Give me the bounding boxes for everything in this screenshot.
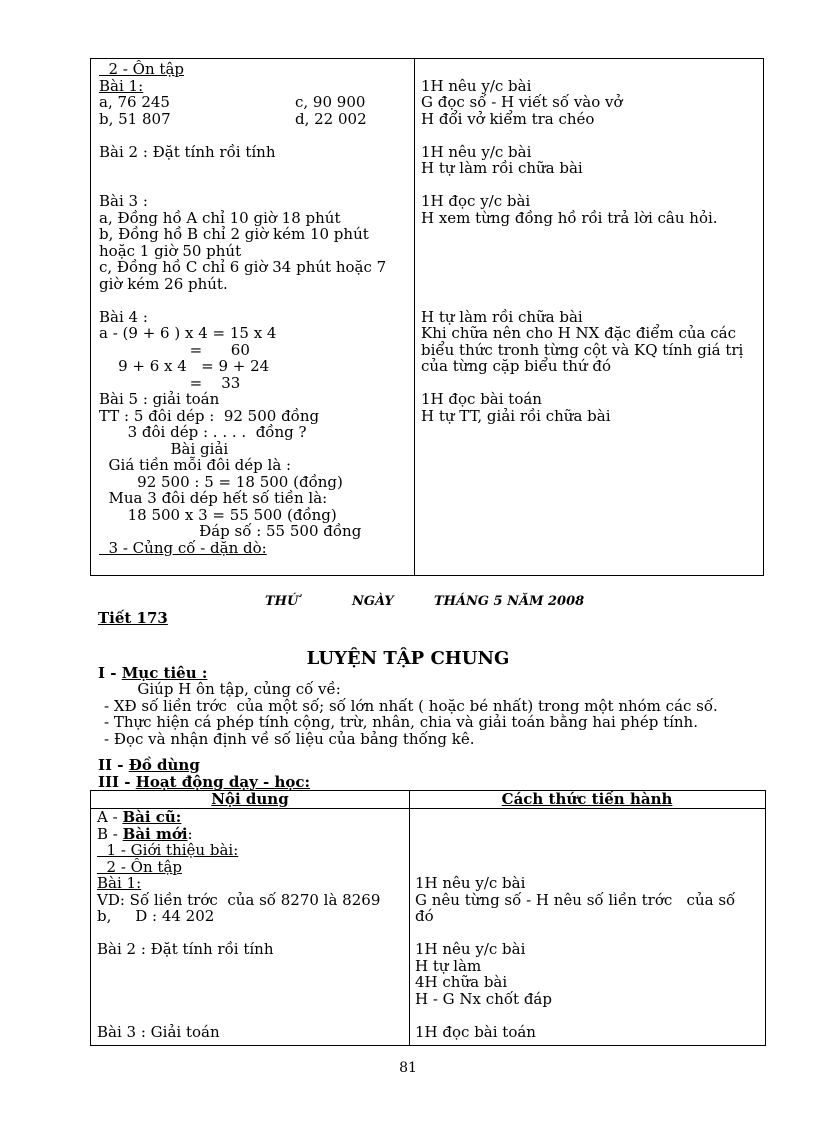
content-line xyxy=(99,292,408,309)
line-prefix: B - xyxy=(97,824,123,843)
content-line xyxy=(97,875,407,892)
line-text: 9 + 6 x 4 = 9 + 24 xyxy=(99,357,270,375)
content-line xyxy=(99,540,408,557)
content-line xyxy=(99,210,408,227)
line-text: Đáp số : 55 500 đồng xyxy=(99,522,362,540)
header-content: Nội dung xyxy=(211,790,289,808)
content-line xyxy=(97,842,407,859)
line-text: Bài 5 : giải toán xyxy=(99,390,220,408)
content-line xyxy=(97,991,407,1008)
content-line xyxy=(99,424,408,441)
line-text: VD: Số liền trớc của số 8270 là 8269 xyxy=(97,890,381,909)
line-text: Bài 2 : Đặt tính rồi tính xyxy=(97,940,274,958)
method-column xyxy=(415,59,763,575)
method-line: H tự làm rồi chữa bài xyxy=(421,307,583,326)
method-line xyxy=(421,375,757,392)
content-line xyxy=(99,342,408,359)
section-materials xyxy=(98,756,200,774)
header-day: NGÀY xyxy=(352,594,394,609)
content-line xyxy=(99,193,408,210)
method-line xyxy=(415,826,759,843)
method-line xyxy=(421,292,757,309)
method-line: G nêu từng số - H nêu số liền trớc của số xyxy=(415,890,736,909)
method-line: H tự TT, giải rồi chữa bài xyxy=(421,406,611,425)
content-line xyxy=(97,1024,407,1041)
content-line xyxy=(97,908,407,925)
line-text: 18 500 x 3 = 55 500 (đồng) xyxy=(99,505,337,524)
lesson-title: LUYỆN TẬP CHUNG xyxy=(306,648,510,669)
method-line xyxy=(421,127,757,144)
content-line xyxy=(99,243,408,260)
content-line xyxy=(99,78,408,95)
method-line xyxy=(421,243,757,260)
method-line xyxy=(415,842,759,859)
method-line: G đọc số - H viết số vào vở xyxy=(421,93,623,111)
line-text: Mua 3 đôi dép hết số tiền là: xyxy=(99,489,328,507)
method-line: H đổi vở kiểm tra chéo xyxy=(421,109,595,128)
method-line: của từng cặp biểu thứ đó xyxy=(421,357,612,375)
method-column xyxy=(415,809,759,1040)
content-line xyxy=(99,111,408,128)
line-text: = 60 xyxy=(99,340,250,359)
content-line xyxy=(99,474,408,491)
method-line: 1H nêu y/c bài xyxy=(421,142,532,161)
method-line xyxy=(415,859,759,876)
activities-table xyxy=(90,790,766,1046)
line-text: hoặc 1 giờ 50 phút xyxy=(99,241,242,260)
method-line xyxy=(421,226,757,243)
line-text: Bài 3 : xyxy=(99,192,148,210)
method-line: biểu thức tronh từng cột và KQ tính giá trị xyxy=(421,340,744,359)
content-line xyxy=(97,1007,407,1024)
content-line xyxy=(99,127,408,144)
method-line: H tự làm xyxy=(415,956,482,975)
method-line xyxy=(415,925,759,942)
method-line: đó xyxy=(415,907,434,925)
method-line xyxy=(421,61,757,78)
line-suffix: : xyxy=(187,824,193,843)
line-text: Bài 1: xyxy=(99,76,144,95)
line-text: Bài mới xyxy=(122,824,188,843)
page-number: 81 xyxy=(399,1060,417,1076)
content-line xyxy=(99,226,408,243)
header-weekday: THỨ xyxy=(265,594,299,609)
content-line xyxy=(97,826,407,843)
content-line xyxy=(97,892,407,909)
method-line: 1H đọc y/c bài xyxy=(421,192,531,210)
objective-item: - Thực hiện cá phép tính cộng, trừ, nhân, chia và giải toán bằng hai phép tính. xyxy=(104,713,698,731)
line-text: 2 - Ôn tập xyxy=(99,60,184,78)
content-line xyxy=(99,61,408,78)
line-text: 3 đôi dép : . . . . đồng ? xyxy=(99,423,307,441)
content-line xyxy=(97,925,407,942)
section-materials-num: II - xyxy=(98,756,129,774)
line-text: a, Đồng hồ A chỉ 10 giờ 18 phút xyxy=(99,208,341,227)
line-text: Bài cũ: xyxy=(122,808,182,826)
line-text: Bài 2 : Đặt tính rồi tính xyxy=(99,142,276,161)
table-header-row xyxy=(91,791,765,809)
method-line: 1H đọc bài toán xyxy=(421,390,542,408)
line-text: b, D : 44 202 xyxy=(97,907,215,925)
content-line xyxy=(97,809,407,826)
content-line xyxy=(99,276,408,293)
content-line xyxy=(97,958,407,975)
content-line xyxy=(97,859,407,876)
content-line xyxy=(99,507,408,524)
objective-item: - Đọc và nhận định về số liệu của bảng thống kê. xyxy=(104,729,475,748)
line-text: a - (9 + 6 ) x 4 = 15 x 4 xyxy=(99,324,277,342)
content-line xyxy=(97,974,407,991)
line-text: a, 76 245 xyxy=(99,93,170,111)
column-divider xyxy=(409,791,410,1046)
line-text: c, Đồng hồ C chỉ 6 giờ 34 phút hoặc 7 xyxy=(99,258,387,276)
lesson-table-continued xyxy=(90,58,764,576)
content-line xyxy=(97,941,407,958)
content-column xyxy=(97,809,407,1040)
lesson-number: Tiết 173 xyxy=(98,609,168,627)
method-line: 1H nêu y/c bài xyxy=(415,874,526,892)
content-line xyxy=(99,144,408,161)
content-line xyxy=(99,325,408,342)
line-text: Bài 4 : xyxy=(99,307,148,326)
line-text: Bài 1: xyxy=(97,874,142,892)
content-line xyxy=(99,391,408,408)
objective-item: - XĐ số liền trớc của một số; số lớn nhất ( hoặc bé nhất) trong một nhóm các số. xyxy=(104,696,718,715)
method-line: H - G Nx chốt đáp xyxy=(415,989,552,1008)
header-method: Cách thức tiến hành xyxy=(501,790,673,808)
content-line xyxy=(99,94,408,111)
table-bottom-edge xyxy=(90,1045,766,1046)
method-line: Khi chữa nên cho H NX đặc điểm của các xyxy=(421,324,736,342)
method-line: 1H nêu y/c bài xyxy=(421,76,532,95)
section-objectives-label: Mục tiêu : xyxy=(121,664,208,682)
line-text: 3 - Củng cố - dặn dò: xyxy=(99,538,267,557)
objectives-list xyxy=(104,681,718,747)
line-text: giờ kém 26 phút. xyxy=(99,274,228,293)
content-line xyxy=(99,408,408,425)
section-activities xyxy=(98,773,310,791)
section-activities-num: III - xyxy=(98,773,136,791)
method-line: 1H nêu y/c bài xyxy=(415,940,526,958)
line-text: Bài 3 : Giải toán xyxy=(97,1022,220,1041)
line-text: Bài giải xyxy=(99,439,229,458)
header-month-year: THÁNG 5 NĂM 2008 xyxy=(434,594,585,609)
line-text: b, 51 807 xyxy=(99,109,171,128)
content-line xyxy=(99,490,408,507)
content-line xyxy=(99,309,408,326)
content-line xyxy=(99,259,408,276)
line-text: 2 - Ôn tập xyxy=(97,857,182,876)
content-line xyxy=(99,358,408,375)
method-line xyxy=(415,1007,759,1024)
line-second-value: c, 90 900 xyxy=(295,93,366,111)
method-line xyxy=(421,259,757,276)
method-line: H xem từng đồng hồ rồi trả lời câu hỏi. xyxy=(421,208,718,227)
line-text: TT : 5 đôi dép : 92 500 đồng xyxy=(99,406,320,425)
line-text: 92 500 : 5 = 18 500 (đồng) xyxy=(99,472,343,491)
content-line xyxy=(99,160,408,177)
method-line: H tự làm rồi chữa bài xyxy=(421,159,583,177)
line-text: Giá tiền mỗi đôi dép là : xyxy=(99,456,292,474)
content-line xyxy=(99,375,408,392)
line-text: 1 - Giới thiệu bài: xyxy=(97,841,239,859)
method-line xyxy=(421,177,757,194)
content-line xyxy=(99,177,408,194)
section-objectives-num: I - xyxy=(98,664,122,682)
method-line xyxy=(415,809,759,826)
method-line xyxy=(421,276,757,293)
line-text: b, Đồng hồ B chỉ 2 giờ kém 10 phút xyxy=(99,225,369,243)
line-text: = 33 xyxy=(99,373,241,392)
content-line xyxy=(99,523,408,540)
method-line: 4H chữa bài xyxy=(415,973,508,991)
content-column xyxy=(91,59,415,575)
section-activities-label: Hoạt động dạy - học: xyxy=(135,773,311,791)
line-prefix: A - xyxy=(97,808,123,826)
section-materials-label: Đồ dùng xyxy=(128,756,200,774)
content-line xyxy=(99,441,408,458)
objective-item: Giúp H ôn tập, củng cố về: xyxy=(104,680,341,698)
content-line xyxy=(99,457,408,474)
line-second-value: d, 22 002 xyxy=(295,109,367,128)
method-line: 1H đọc bài toán xyxy=(415,1022,536,1041)
